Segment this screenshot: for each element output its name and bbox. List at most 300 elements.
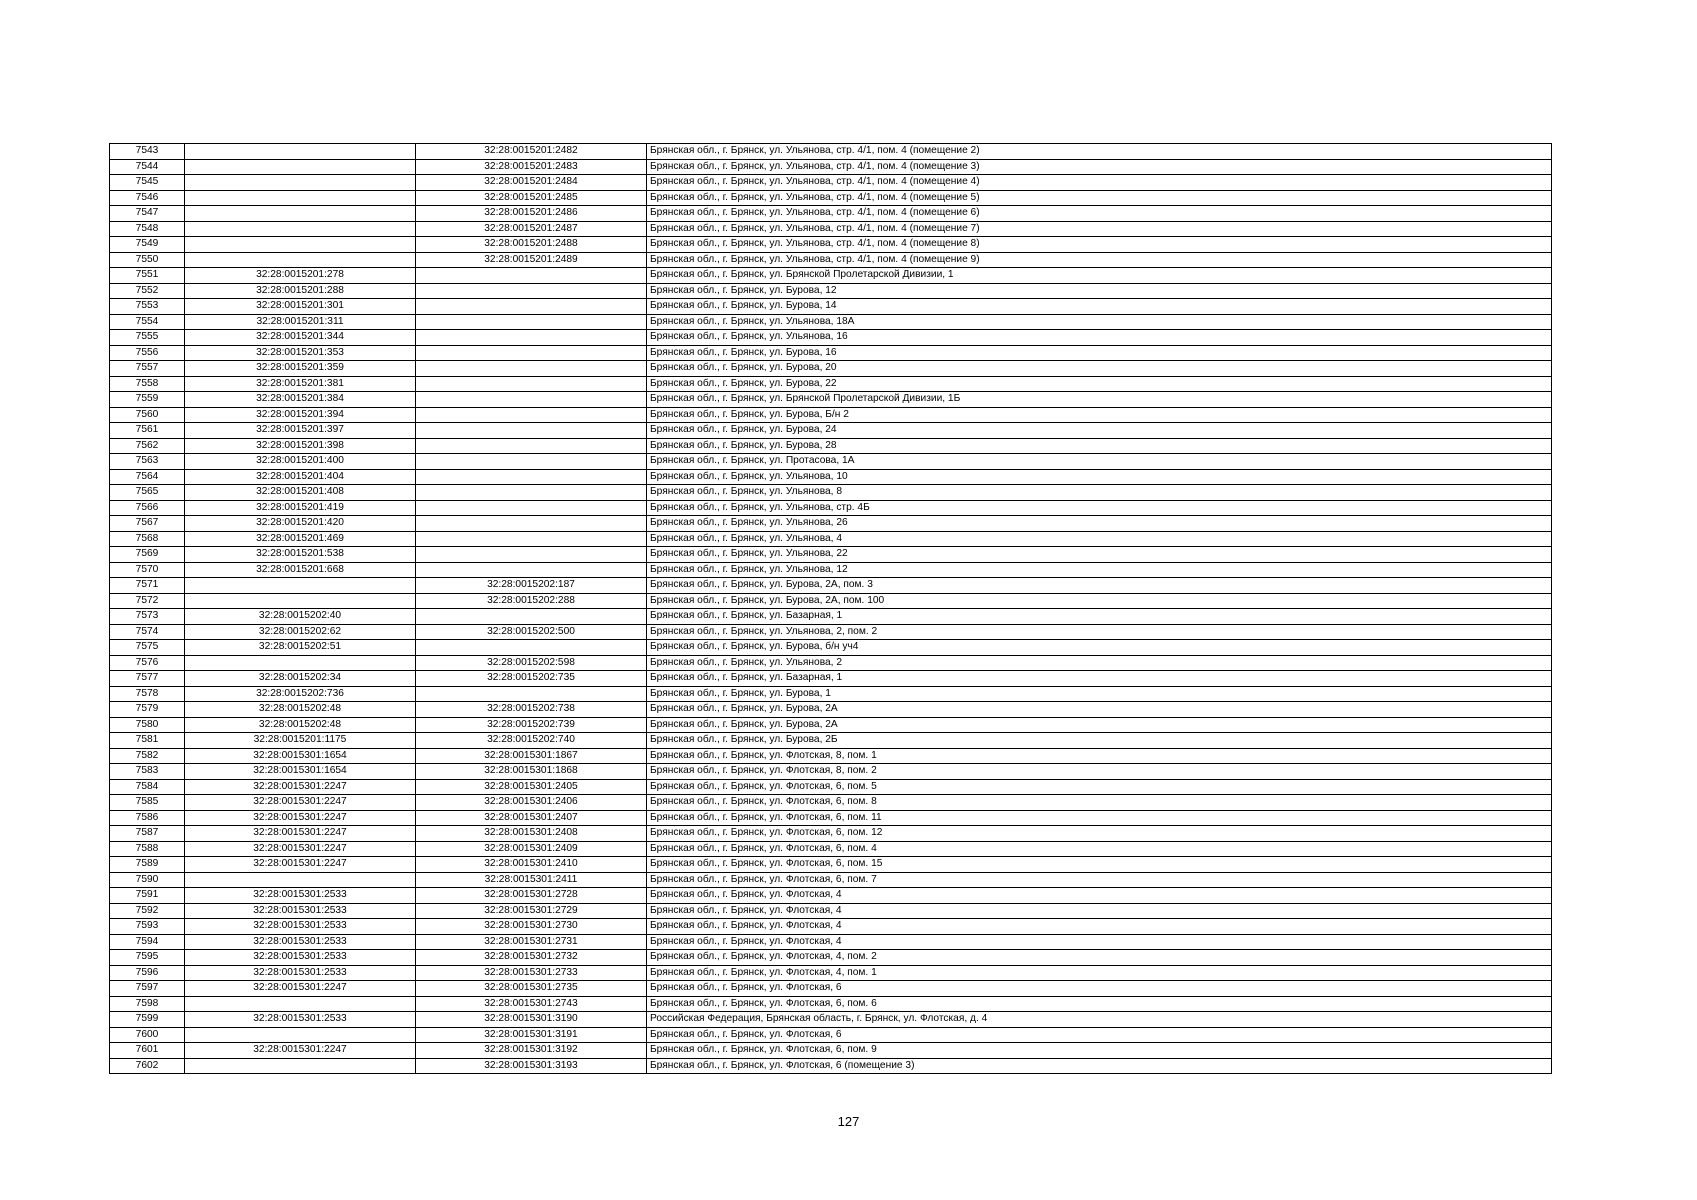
row-number-cell: 7593	[110, 919, 185, 935]
table-row	[110, 190, 1552, 206]
cadastral-number-cell	[185, 144, 416, 160]
table-row	[110, 733, 1552, 749]
address-cell: Брянская обл., г. Брянск, ул. Ульянова, стр. 4/1, пом. 4 (помещение 6)	[647, 206, 1552, 222]
row-number-cell: 7575	[110, 640, 185, 656]
cadastral-number-cell: 32:28:0015301:2247	[185, 779, 416, 795]
cadastral-number-cell	[185, 655, 416, 671]
premises-cadastral-number-cell: 32:28:0015201:2489	[416, 252, 647, 268]
cadastral-number-cell: 32:28:0015301:2247	[185, 1043, 416, 1059]
cadastral-number-cell: 32:28:0015301:2247	[185, 841, 416, 857]
premises-cadastral-number-cell	[416, 547, 647, 563]
cadastral-number-cell: 32:28:0015201:301	[185, 299, 416, 315]
premises-cadastral-number-cell: 32:28:0015201:2488	[416, 237, 647, 253]
table-row	[110, 562, 1552, 578]
premises-cadastral-number-cell: 32:28:0015202:738	[416, 702, 647, 718]
address-cell: Брянская обл., г. Брянск, ул. Бурова, 16	[647, 345, 1552, 361]
row-number-cell: 7600	[110, 1027, 185, 1043]
cadastral-number-cell: 32:28:0015201:344	[185, 330, 416, 346]
premises-cadastral-number-cell: 32:28:0015202:500	[416, 624, 647, 640]
cadastral-number-cell	[185, 237, 416, 253]
premises-cadastral-number-cell	[416, 562, 647, 578]
premises-cadastral-number-cell: 32:28:0015301:2730	[416, 919, 647, 935]
table-row	[110, 144, 1552, 160]
address-cell: Брянская обл., г. Брянск, ул. Бурова, 28	[647, 438, 1552, 454]
row-number-cell: 7563	[110, 454, 185, 470]
address-cell: Брянская обл., г. Брянск, ул. Ульянова, 2	[647, 655, 1552, 671]
premises-cadastral-number-cell: 32:28:0015301:2731	[416, 934, 647, 950]
table-row	[110, 888, 1552, 904]
table-row	[110, 965, 1552, 981]
premises-cadastral-number-cell	[416, 454, 647, 470]
cadastral-number-cell	[185, 159, 416, 175]
row-number-cell: 7583	[110, 764, 185, 780]
cadastral-number-cell: 32:28:0015301:2533	[185, 1012, 416, 1028]
table-row	[110, 237, 1552, 253]
address-cell: Брянская обл., г. Брянск, ул. Ульянова, 4	[647, 531, 1552, 547]
premises-cadastral-number-cell	[416, 345, 647, 361]
premises-cadastral-number-cell	[416, 376, 647, 392]
cadastral-number-cell: 32:28:0015201:397	[185, 423, 416, 439]
premises-cadastral-number-cell	[416, 299, 647, 315]
address-cell: Брянская обл., г. Брянск, ул. Флотская, 6, пом. 15	[647, 857, 1552, 873]
table-row	[110, 330, 1552, 346]
premises-cadastral-number-cell	[416, 361, 647, 377]
address-cell: Брянская обл., г. Брянск, ул. Флотская, 8, пом. 1	[647, 748, 1552, 764]
table-row	[110, 283, 1552, 299]
row-number-cell: 7564	[110, 469, 185, 485]
premises-cadastral-number-cell	[416, 330, 647, 346]
premises-cadastral-number-cell: 32:28:0015201:2483	[416, 159, 647, 175]
cadastral-number-cell	[185, 578, 416, 594]
table-row	[110, 1058, 1552, 1074]
cadastral-number-cell	[185, 206, 416, 222]
premises-cadastral-number-cell	[416, 640, 647, 656]
address-cell: Брянская обл., г. Брянск, ул. Бурова, 2А	[647, 702, 1552, 718]
cadastral-number-cell: 32:28:0015201:404	[185, 469, 416, 485]
row-number-cell: 7569	[110, 547, 185, 563]
cadastral-number-cell: 32:28:0015301:2533	[185, 950, 416, 966]
table-row	[110, 655, 1552, 671]
address-cell: Брянская обл., г. Брянск, ул. Флотская, 6 (помещение 3)	[647, 1058, 1552, 1074]
row-number-cell: 7548	[110, 221, 185, 237]
cadastral-number-cell: 32:28:0015201:469	[185, 531, 416, 547]
row-number-cell: 7544	[110, 159, 185, 175]
premises-cadastral-number-cell	[416, 609, 647, 625]
premises-cadastral-number-cell: 32:28:0015301:1868	[416, 764, 647, 780]
premises-cadastral-number-cell	[416, 438, 647, 454]
table-row	[110, 609, 1552, 625]
row-number-cell: 7599	[110, 1012, 185, 1028]
address-cell: Брянская обл., г. Брянск, ул. Брянской Пролетарской Дивизии, 1	[647, 268, 1552, 284]
row-number-cell: 7554	[110, 314, 185, 330]
row-number-cell: 7546	[110, 190, 185, 206]
cadastral-number-cell: 32:28:0015201:538	[185, 547, 416, 563]
table-row	[110, 640, 1552, 656]
table-row	[110, 547, 1552, 563]
table-row	[110, 500, 1552, 516]
cadastral-number-cell: 32:28:0015201:398	[185, 438, 416, 454]
table-row	[110, 454, 1552, 470]
address-cell: Брянская обл., г. Брянск, ул. Флотская, 6	[647, 981, 1552, 997]
table-row	[110, 299, 1552, 315]
address-cell: Брянская обл., г. Брянск, ул. Бурова, 2А, пом. 3	[647, 578, 1552, 594]
table-row	[110, 361, 1552, 377]
premises-cadastral-number-cell: 32:28:0015301:1867	[416, 748, 647, 764]
row-number-cell: 7582	[110, 748, 185, 764]
premises-cadastral-number-cell: 32:28:0015301:2732	[416, 950, 647, 966]
cadastral-number-cell: 32:28:0015202:48	[185, 717, 416, 733]
cadastral-number-cell: 32:28:0015202:48	[185, 702, 416, 718]
premises-cadastral-number-cell: 32:28:0015301:2743	[416, 996, 647, 1012]
row-number-cell: 7596	[110, 965, 185, 981]
table-row	[110, 159, 1552, 175]
address-cell: Брянская обл., г. Брянск, ул. Ульянова, 18А	[647, 314, 1552, 330]
table-row	[110, 934, 1552, 950]
cadastral-number-cell: 32:28:0015201:288	[185, 283, 416, 299]
address-cell: Брянская обл., г. Брянск, ул. Ульянова, стр. 4Б	[647, 500, 1552, 516]
premises-cadastral-number-cell: 32:28:0015201:2482	[416, 144, 647, 160]
table-row	[110, 221, 1552, 237]
row-number-cell: 7573	[110, 609, 185, 625]
address-cell: Брянская обл., г. Брянск, ул. Ульянова, 10	[647, 469, 1552, 485]
table-row	[110, 438, 1552, 454]
address-cell: Брянская обл., г. Брянск, ул. Ульянова, 26	[647, 516, 1552, 532]
row-number-cell: 7591	[110, 888, 185, 904]
cadastral-number-cell: 32:28:0015202:51	[185, 640, 416, 656]
address-cell: Брянская обл., г. Брянск, ул. Флотская, 6	[647, 1027, 1552, 1043]
premises-cadastral-number-cell	[416, 485, 647, 501]
premises-cadastral-number-cell: 32:28:0015301:3193	[416, 1058, 647, 1074]
address-cell: Брянская обл., г. Брянск, ул. Брянской Пролетарской Дивизии, 1Б	[647, 392, 1552, 408]
address-cell: Брянская обл., г. Брянск, ул. Флотская, 4, пом. 2	[647, 950, 1552, 966]
premises-cadastral-number-cell: 32:28:0015301:3190	[416, 1012, 647, 1028]
row-number-cell: 7578	[110, 686, 185, 702]
premises-cadastral-number-cell: 32:28:0015201:2486	[416, 206, 647, 222]
address-cell: Брянская обл., г. Брянск, ул. Бурова, 1	[647, 686, 1552, 702]
address-cell: Брянская обл., г. Брянск, ул. Флотская, 4, пом. 1	[647, 965, 1552, 981]
cadastral-number-cell	[185, 252, 416, 268]
cadastral-number-cell	[185, 190, 416, 206]
address-cell: Брянская обл., г. Брянск, ул. Бурова, 2Б	[647, 733, 1552, 749]
row-number-cell: 7561	[110, 423, 185, 439]
premises-cadastral-number-cell: 32:28:0015301:3191	[416, 1027, 647, 1043]
registry-table-body	[110, 144, 1552, 1074]
row-number-cell: 7585	[110, 795, 185, 811]
address-cell: Брянская обл., г. Брянск, ул. Флотская, 4	[647, 919, 1552, 935]
premises-cadastral-number-cell	[416, 469, 647, 485]
row-number-cell: 7590	[110, 872, 185, 888]
table-row	[110, 206, 1552, 222]
address-cell: Брянская обл., г. Брянск, ул. Бурова, б/н уч4	[647, 640, 1552, 656]
row-number-cell: 7549	[110, 237, 185, 253]
cadastral-number-cell: 32:28:0015202:34	[185, 671, 416, 687]
premises-cadastral-number-cell: 32:28:0015301:2410	[416, 857, 647, 873]
premises-cadastral-number-cell	[416, 686, 647, 702]
table-row	[110, 423, 1552, 439]
table-row	[110, 671, 1552, 687]
cadastral-number-cell	[185, 221, 416, 237]
premises-cadastral-number-cell: 32:28:0015201:2485	[416, 190, 647, 206]
cadastral-number-cell: 32:28:0015201:353	[185, 345, 416, 361]
address-cell: Брянская обл., г. Брянск, ул. Ульянова, 12	[647, 562, 1552, 578]
cadastral-number-cell: 32:28:0015301:2247	[185, 826, 416, 842]
address-cell: Российская Федерация, Брянская область, г. Брянск, ул. Флотская, д. 4	[647, 1012, 1552, 1028]
table-row	[110, 702, 1552, 718]
address-cell: Брянская обл., г. Брянск, ул. Ульянова, 22	[647, 547, 1552, 563]
cadastral-number-cell	[185, 1027, 416, 1043]
premises-cadastral-number-cell: 32:28:0015301:2411	[416, 872, 647, 888]
row-number-cell: 7586	[110, 810, 185, 826]
table-row	[110, 919, 1552, 935]
address-cell: Брянская обл., г. Брянск, ул. Бурова, 14	[647, 299, 1552, 315]
address-cell: Брянская обл., г. Брянск, ул. Бурова, 2А, пом. 100	[647, 593, 1552, 609]
cadastral-number-cell: 32:28:0015202:62	[185, 624, 416, 640]
cadastral-number-cell: 32:28:0015201:419	[185, 500, 416, 516]
row-number-cell: 7565	[110, 485, 185, 501]
address-cell: Брянская обл., г. Брянск, ул. Бурова, 12	[647, 283, 1552, 299]
premises-cadastral-number-cell: 32:28:0015301:2728	[416, 888, 647, 904]
cadastral-number-cell: 32:28:0015301:2247	[185, 795, 416, 811]
table-row	[110, 624, 1552, 640]
page-number: 127	[837, 1114, 860, 1129]
address-cell: Брянская обл., г. Брянск, ул. Флотская, 6, пом. 9	[647, 1043, 1552, 1059]
cadastral-number-cell: 32:28:0015301:1654	[185, 764, 416, 780]
table-row	[110, 872, 1552, 888]
registry-table	[109, 143, 1552, 1074]
row-number-cell: 7589	[110, 857, 185, 873]
address-cell: Брянская обл., г. Брянск, ул. Ульянова, стр. 4/1, пом. 4 (помещение 2)	[647, 144, 1552, 160]
table-row	[110, 764, 1552, 780]
row-number-cell: 7588	[110, 841, 185, 857]
table-row	[110, 376, 1552, 392]
row-number-cell: 7567	[110, 516, 185, 532]
cadastral-number-cell	[185, 175, 416, 191]
address-cell: Брянская обл., г. Брянск, ул. Ульянова, стр. 4/1, пом. 4 (помещение 4)	[647, 175, 1552, 191]
row-number-cell: 7602	[110, 1058, 185, 1074]
cadastral-number-cell	[185, 872, 416, 888]
cadastral-number-cell: 32:28:0015201:311	[185, 314, 416, 330]
table-row	[110, 857, 1552, 873]
row-number-cell: 7555	[110, 330, 185, 346]
row-number-cell: 7579	[110, 702, 185, 718]
table-row	[110, 593, 1552, 609]
cadastral-number-cell: 32:28:0015202:40	[185, 609, 416, 625]
premises-cadastral-number-cell: 32:28:0015301:2407	[416, 810, 647, 826]
address-cell: Брянская обл., г. Брянск, ул. Флотская, 6, пом. 7	[647, 872, 1552, 888]
row-number-cell: 7587	[110, 826, 185, 842]
premises-cadastral-number-cell: 32:28:0015301:2406	[416, 795, 647, 811]
row-number-cell: 7571	[110, 578, 185, 594]
address-cell: Брянская обл., г. Брянск, ул. Ульянова, 8	[647, 485, 1552, 501]
address-cell: Брянская обл., г. Брянск, ул. Бурова, 20	[647, 361, 1552, 377]
row-number-cell: 7559	[110, 392, 185, 408]
cadastral-number-cell	[185, 1058, 416, 1074]
table-row	[110, 392, 1552, 408]
table-row	[110, 531, 1552, 547]
row-number-cell: 7592	[110, 903, 185, 919]
premises-cadastral-number-cell: 32:28:0015301:2409	[416, 841, 647, 857]
row-number-cell: 7558	[110, 376, 185, 392]
row-number-cell: 7594	[110, 934, 185, 950]
address-cell: Брянская обл., г. Брянск, ул. Флотская, 8, пом. 2	[647, 764, 1552, 780]
row-number-cell: 7556	[110, 345, 185, 361]
table-row	[110, 1027, 1552, 1043]
premises-cadastral-number-cell	[416, 516, 647, 532]
row-number-cell: 7595	[110, 950, 185, 966]
table-row	[110, 779, 1552, 795]
table-row	[110, 981, 1552, 997]
table-row	[110, 950, 1552, 966]
address-cell: Брянская обл., г. Брянск, ул. Флотская, 4	[647, 934, 1552, 950]
table-row	[110, 407, 1552, 423]
premises-cadastral-number-cell: 32:28:0015202:735	[416, 671, 647, 687]
row-number-cell: 7545	[110, 175, 185, 191]
table-row	[110, 826, 1552, 842]
table-row	[110, 268, 1552, 284]
table-row	[110, 469, 1552, 485]
row-number-cell: 7580	[110, 717, 185, 733]
cadastral-number-cell: 32:28:0015201:394	[185, 407, 416, 423]
row-number-cell: 7560	[110, 407, 185, 423]
cadastral-number-cell: 32:28:0015201:420	[185, 516, 416, 532]
address-cell: Брянская обл., г. Брянск, ул. Флотская, 4	[647, 903, 1552, 919]
cadastral-number-cell: 32:28:0015202:736	[185, 686, 416, 702]
premises-cadastral-number-cell: 32:28:0015201:2487	[416, 221, 647, 237]
premises-cadastral-number-cell: 32:28:0015301:2735	[416, 981, 647, 997]
cadastral-number-cell: 32:28:0015201:278	[185, 268, 416, 284]
cadastral-number-cell: 32:28:0015301:2247	[185, 810, 416, 826]
premises-cadastral-number-cell: 32:28:0015301:2408	[416, 826, 647, 842]
premises-cadastral-number-cell	[416, 392, 647, 408]
cadastral-number-cell: 32:28:0015301:2533	[185, 888, 416, 904]
address-cell: Брянская обл., г. Брянск, ул. Флотская, 6, пом. 6	[647, 996, 1552, 1012]
row-number-cell: 7597	[110, 981, 185, 997]
table-row	[110, 516, 1552, 532]
premises-cadastral-number-cell: 32:28:0015202:598	[416, 655, 647, 671]
cadastral-number-cell	[185, 996, 416, 1012]
row-number-cell: 7598	[110, 996, 185, 1012]
cadastral-number-cell: 32:28:0015301:2533	[185, 965, 416, 981]
table-row	[110, 810, 1552, 826]
address-cell: Брянская обл., г. Брянск, ул. Бурова, 24	[647, 423, 1552, 439]
address-cell: Брянская обл., г. Брянск, ул. Ульянова, стр. 4/1, пом. 4 (помещение 8)	[647, 237, 1552, 253]
row-number-cell: 7543	[110, 144, 185, 160]
address-cell: Брянская обл., г. Брянск, ул. Протасова, 1А	[647, 454, 1552, 470]
address-cell: Брянская обл., г. Брянск, ул. Ульянова, 16	[647, 330, 1552, 346]
table-row	[110, 1012, 1552, 1028]
table-row	[110, 996, 1552, 1012]
premises-cadastral-number-cell	[416, 407, 647, 423]
row-number-cell: 7566	[110, 500, 185, 516]
premises-cadastral-number-cell: 32:28:0015202:739	[416, 717, 647, 733]
premises-cadastral-number-cell	[416, 314, 647, 330]
address-cell: Брянская обл., г. Брянск, ул. Флотская, 4	[647, 888, 1552, 904]
table-row	[110, 485, 1552, 501]
row-number-cell: 7576	[110, 655, 185, 671]
cadastral-number-cell: 32:28:0015201:400	[185, 454, 416, 470]
address-cell: Брянская обл., г. Брянск, ул. Флотская, 6, пом. 11	[647, 810, 1552, 826]
row-number-cell: 7577	[110, 671, 185, 687]
premises-cadastral-number-cell: 32:28:0015301:2405	[416, 779, 647, 795]
row-number-cell: 7574	[110, 624, 185, 640]
cadastral-number-cell: 32:28:0015301:2247	[185, 857, 416, 873]
cadastral-number-cell: 32:28:0015201:408	[185, 485, 416, 501]
table-row	[110, 748, 1552, 764]
row-number-cell: 7562	[110, 438, 185, 454]
address-cell: Брянская обл., г. Брянск, ул. Ульянова, стр. 4/1, пом. 4 (помещение 5)	[647, 190, 1552, 206]
row-number-cell: 7568	[110, 531, 185, 547]
cadastral-number-cell: 32:28:0015301:2533	[185, 903, 416, 919]
cadastral-number-cell: 32:28:0015201:384	[185, 392, 416, 408]
address-cell: Брянская обл., г. Брянск, ул. Флотская, 6, пом. 4	[647, 841, 1552, 857]
row-number-cell: 7550	[110, 252, 185, 268]
premises-cadastral-number-cell: 32:28:0015301:2733	[416, 965, 647, 981]
table-row	[110, 795, 1552, 811]
row-number-cell: 7552	[110, 283, 185, 299]
premises-cadastral-number-cell	[416, 500, 647, 516]
table-row	[110, 717, 1552, 733]
address-cell: Брянская обл., г. Брянск, ул. Бурова, Б/н 2	[647, 407, 1552, 423]
address-cell: Брянская обл., г. Брянск, ул. Флотская, 6, пом. 8	[647, 795, 1552, 811]
address-cell: Брянская обл., г. Брянск, ул. Базарная, 1	[647, 609, 1552, 625]
cadastral-number-cell: 32:28:0015201:1175	[185, 733, 416, 749]
premises-cadastral-number-cell	[416, 531, 647, 547]
table-row	[110, 175, 1552, 191]
row-number-cell: 7572	[110, 593, 185, 609]
address-cell: Брянская обл., г. Брянск, ул. Бурова, 2А	[647, 717, 1552, 733]
premises-cadastral-number-cell: 32:28:0015301:2729	[416, 903, 647, 919]
cadastral-number-cell: 32:28:0015301:2247	[185, 981, 416, 997]
cadastral-number-cell: 32:28:0015201:381	[185, 376, 416, 392]
cadastral-number-cell: 32:28:0015201:359	[185, 361, 416, 377]
premises-cadastral-number-cell: 32:28:0015301:3192	[416, 1043, 647, 1059]
address-cell: Брянская обл., г. Брянск, ул. Ульянова, стр. 4/1, пом. 4 (помещение 7)	[647, 221, 1552, 237]
table-row	[110, 578, 1552, 594]
table-row	[110, 686, 1552, 702]
table-row	[110, 345, 1552, 361]
cadastral-number-cell: 32:28:0015301:1654	[185, 748, 416, 764]
premises-cadastral-number-cell: 32:28:0015202:740	[416, 733, 647, 749]
cadastral-number-cell	[185, 593, 416, 609]
premises-cadastral-number-cell: 32:28:0015202:288	[416, 593, 647, 609]
address-cell: Брянская обл., г. Брянск, ул. Бурова, 22	[647, 376, 1552, 392]
row-number-cell: 7553	[110, 299, 185, 315]
row-number-cell: 7570	[110, 562, 185, 578]
row-number-cell: 7547	[110, 206, 185, 222]
address-cell: Брянская обл., г. Брянск, ул. Флотская, 6, пом. 5	[647, 779, 1552, 795]
row-number-cell: 7601	[110, 1043, 185, 1059]
table-row	[110, 841, 1552, 857]
row-number-cell: 7584	[110, 779, 185, 795]
cadastral-number-cell: 32:28:0015301:2533	[185, 934, 416, 950]
table-row	[110, 252, 1552, 268]
row-number-cell: 7551	[110, 268, 185, 284]
row-number-cell: 7557	[110, 361, 185, 377]
premises-cadastral-number-cell	[416, 423, 647, 439]
premises-cadastral-number-cell	[416, 268, 647, 284]
cadastral-number-cell: 32:28:0015301:2533	[185, 919, 416, 935]
premises-cadastral-number-cell: 32:28:0015202:187	[416, 578, 647, 594]
premises-cadastral-number-cell	[416, 283, 647, 299]
address-cell: Брянская обл., г. Брянск, ул. Ульянова, стр. 4/1, пом. 4 (помещение 3)	[647, 159, 1552, 175]
address-cell: Брянская обл., г. Брянск, ул. Ульянова, 2, пом. 2	[647, 624, 1552, 640]
row-number-cell: 7581	[110, 733, 185, 749]
address-cell: Брянская обл., г. Брянск, ул. Флотская, 6, пом. 12	[647, 826, 1552, 842]
table-row	[110, 903, 1552, 919]
table-row	[110, 314, 1552, 330]
address-cell: Брянская обл., г. Брянск, ул. Базарная, 1	[647, 671, 1552, 687]
cadastral-number-cell: 32:28:0015201:668	[185, 562, 416, 578]
